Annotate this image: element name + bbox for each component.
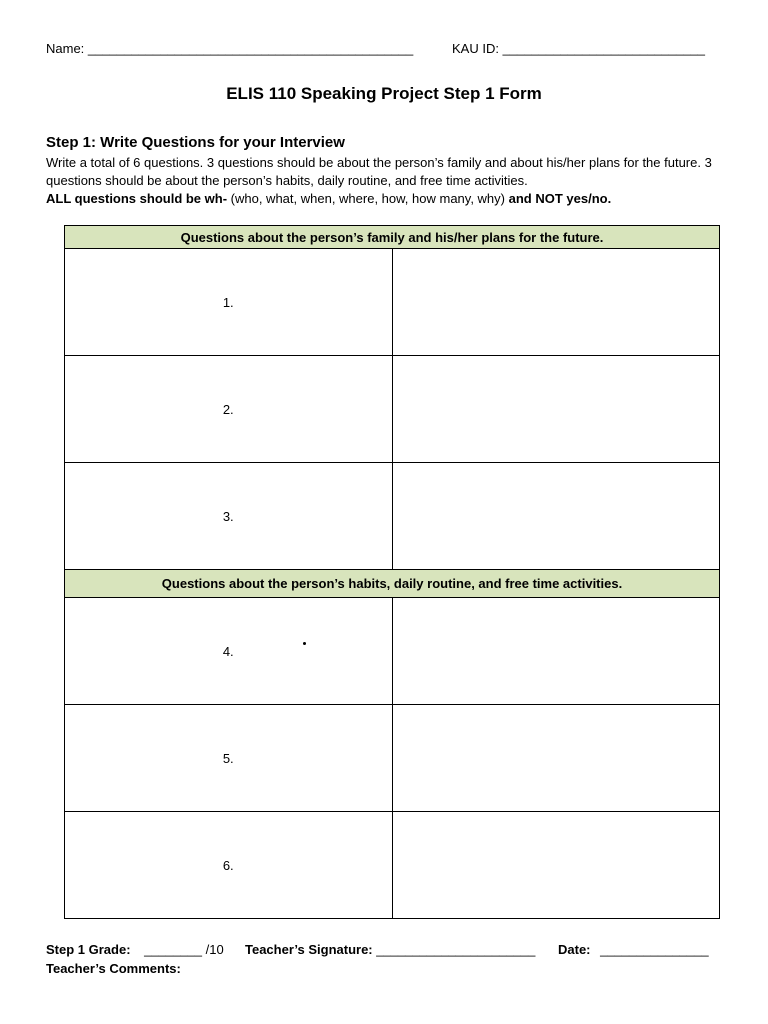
questions-table xyxy=(64,225,720,919)
question-number: 2. xyxy=(65,356,393,463)
stray-dot xyxy=(303,642,306,645)
signature-row xyxy=(245,942,535,957)
comments-label: Teacher’s Comments: xyxy=(46,961,181,976)
date-label: Date: xyxy=(558,942,591,957)
section-habits-header: Questions about the person’s habits, daily routine, and free time activities. xyxy=(65,570,720,598)
signature-field[interactable]: ______________________ xyxy=(376,942,536,957)
question-row xyxy=(65,812,720,919)
date-row xyxy=(558,942,709,957)
date-field[interactable]: _______________ xyxy=(600,942,709,957)
name-label: Name: xyxy=(46,41,85,56)
instructions: Write a total of 6 questions. 3 questions should be about the person’s family and about his/her plans for the future. 3 questions should be about the person’s habits, daily routine, and free time activities. xyxy=(46,155,712,188)
question-number: 5. xyxy=(65,705,393,812)
grade-total: /10 xyxy=(205,942,224,957)
signature-label: Teacher’s Signature: xyxy=(245,942,373,957)
section-header-row xyxy=(65,226,720,249)
wh-rule xyxy=(46,190,736,208)
question-row xyxy=(65,356,720,463)
grade-field[interactable]: ________ xyxy=(144,942,202,957)
question-4-field[interactable] xyxy=(392,598,720,705)
question-number: 1. xyxy=(65,249,393,356)
name-row xyxy=(46,41,413,56)
question-6-field[interactable] xyxy=(392,812,720,919)
question-number: 4. xyxy=(65,598,393,705)
wh-rule-plain: (who, what, when, where, how, how many, why) xyxy=(227,191,509,206)
question-row xyxy=(65,598,720,705)
kau-id-field[interactable]: ____________________________ xyxy=(502,41,706,56)
question-1-field[interactable] xyxy=(392,249,720,356)
question-row xyxy=(65,249,720,356)
question-5-field[interactable] xyxy=(392,705,720,812)
question-row xyxy=(65,705,720,812)
wh-rule-bold-end: and NOT yes/no. xyxy=(508,191,612,206)
question-number: 6. xyxy=(65,812,393,919)
grade-row xyxy=(46,942,224,957)
kau-id-label: KAU ID: xyxy=(452,41,499,56)
section-header-row xyxy=(65,570,720,598)
kau-id-row xyxy=(452,41,705,56)
question-row xyxy=(65,463,720,570)
step-heading: Step 1: Write Questions for your Interview xyxy=(46,134,345,151)
question-2-field[interactable] xyxy=(392,356,720,463)
section-family-header: Questions about the person’s family and his/her plans for the future. xyxy=(65,226,720,249)
page-title: ELIS 110 Speaking Project Step 1 Form xyxy=(226,84,542,103)
question-number: 3. xyxy=(65,463,393,570)
wh-rule-bold-start: ALL questions should be wh- xyxy=(46,191,228,206)
question-3-field[interactable] xyxy=(392,463,720,570)
grade-label: Step 1 Grade: xyxy=(46,942,131,957)
name-field[interactable]: _____________________________________________ xyxy=(87,41,414,56)
